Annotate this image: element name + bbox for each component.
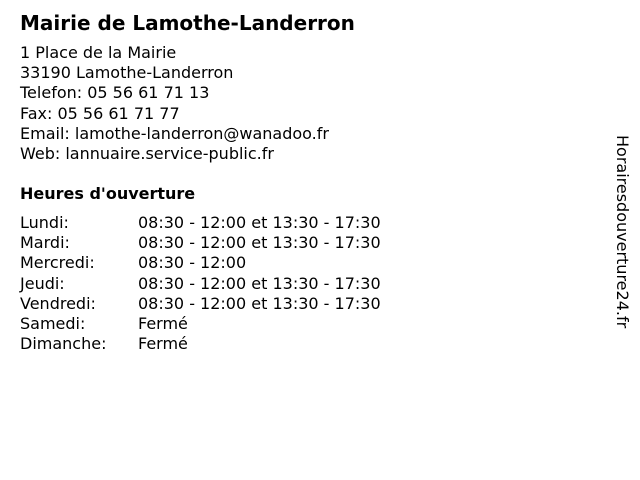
phone-number: Telefon: 05 56 61 71 13 — [20, 83, 210, 103]
time-value: 08:30 - 12:00 et 13:30 - 17:30 — [138, 213, 381, 232]
time-value: 08:30 - 12:00 et 13:30 - 17:30 — [138, 273, 381, 293]
day-label: Mardi: — [20, 233, 70, 253]
email-address: Email: lamothe-landerron@wanadoo.fr — [20, 123, 329, 143]
time-value: 08:30 - 12:00 et 13:30 - 17:30 — [138, 233, 381, 253]
website: Web: lannuaire.service-public.fr — [20, 144, 274, 164]
day-label: Lundi: — [20, 213, 69, 232]
day-label: Vendredi: — [20, 293, 96, 313]
time-value: Fermé — [138, 334, 188, 354]
time-value: Fermé — [138, 313, 188, 333]
day-label: Samedi: — [20, 313, 86, 333]
day-label: Dimanche: — [20, 334, 107, 354]
address-block — [20, 43, 329, 164]
fax-number: Fax: 05 56 61 71 77 — [20, 103, 180, 123]
street-address: 1 Place de la Mairie — [20, 43, 177, 62]
opening-hours-heading: Heures d'ouverture — [20, 184, 196, 203]
day-label: Mercredi: — [20, 253, 95, 273]
time-value: 08:30 - 12:00 — [138, 253, 247, 273]
city-postal-code: 33190 Lamothe-Landerron — [20, 63, 234, 83]
page-title: Mairie de Lamothe-Landerron — [20, 11, 355, 35]
time-value: 08:30 - 12:00 et 13:30 - 17:30 — [138, 293, 381, 313]
day-label: Jeudi: — [20, 273, 65, 293]
site-watermark: Horairesdouverture24.fr — [613, 135, 632, 329]
